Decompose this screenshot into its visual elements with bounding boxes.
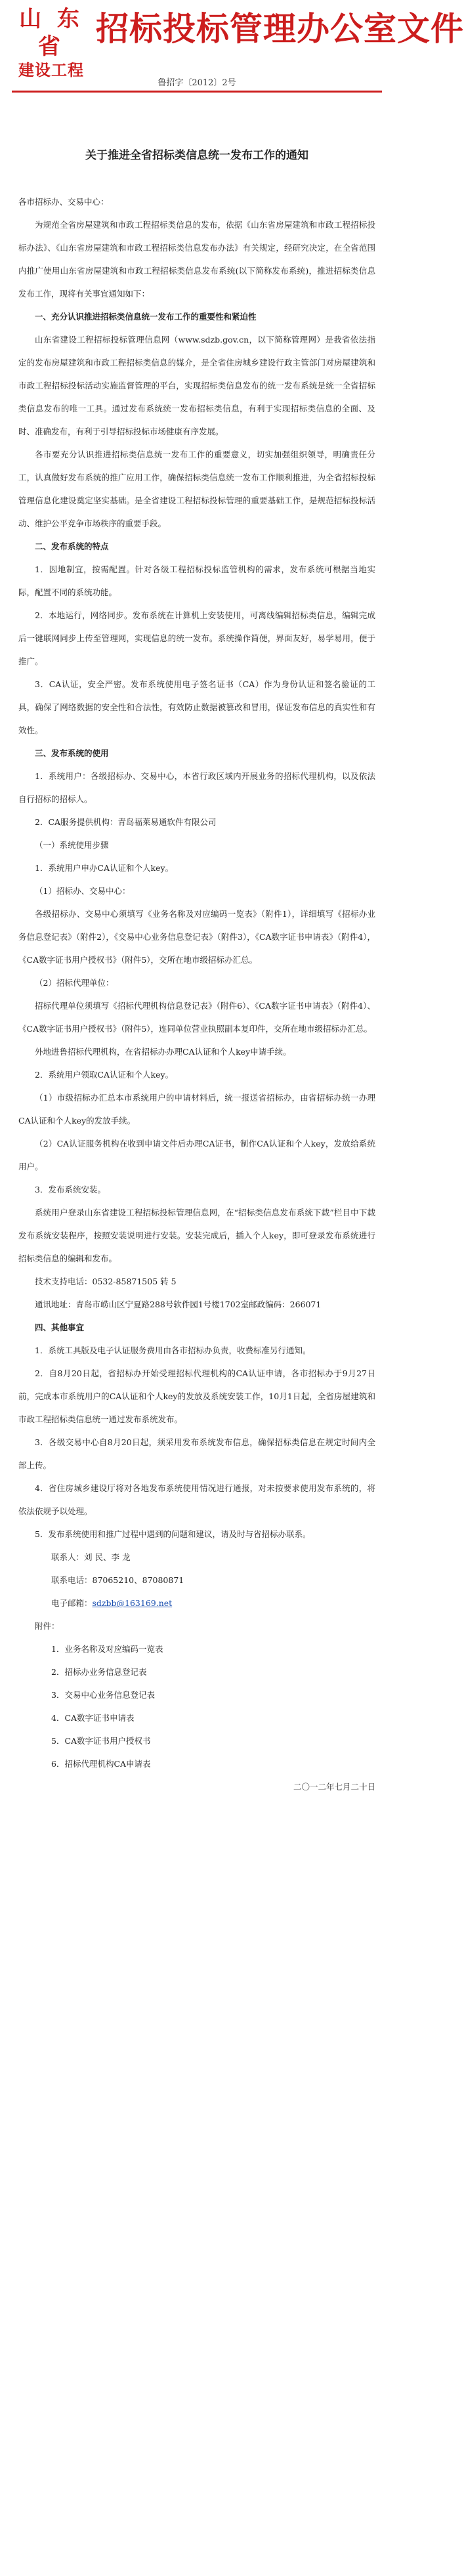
intro-paragraph: 为规范全省房屋建筑和市政工程招标类信息的发布，依据《山东省房屋建筑和市政工程招标投标办法》、《山东省房屋建筑和市政工程招标类信息发布办法》有关规定，经研究决定，在全省范围内推广使用山东省房屋建筑和市政工程招标类信息发布系统(以下简称发布系统)，推进招标类信息发布工作，现将有关事宜通知如下：	[18, 220, 375, 299]
paragraph: 系统用户登录山东省建设工程招标投标管理信息网，在“招标类信息发布系统下载”栏目中下载发布系统安装程序，按照安装说明进行安装。安装完成后，插入个人key，即可登录发布系统进行招标类信息的编辑和发布。	[18, 1208, 375, 1263]
document-number: 鲁招字〔2012〕2号	[158, 78, 236, 88]
attachment-item: 6．招标代理机构CA申请表	[51, 1759, 151, 1769]
issue-date: 二〇一二年七月二十日	[293, 1782, 375, 1792]
paragraph: （1）市级招标办汇总本市系统用户的申请材料后，统一报送省招标办，由省招标办统一办理CA认证和个人key的发放手续。	[18, 1093, 375, 1126]
paragraph: 4．省住房城乡建设厅将对各地发布系统使用情况进行通报，对未按要求使用发布系统的，将依法依规予以处理。	[18, 1483, 375, 1516]
attachment-item: 1．业务名称及对应编码一览表	[51, 1644, 163, 1654]
red-divider	[12, 91, 382, 93]
paragraph: 5．发布系统使用和推广过程中遇到的问题和建议，请及时与省招标办联系。	[35, 1529, 311, 1539]
section-heading: 四、其他事宜	[35, 1322, 85, 1332]
contact-email-line	[18, 1592, 375, 1615]
attachments-label: 附件：	[35, 1621, 60, 1631]
contact-phone: 联系电话：87065210、87080871	[51, 1575, 184, 1585]
section-heading: 一、充分认识推进招标类信息统一发布工作的重要性和紧迫性	[35, 312, 257, 322]
paragraph: 2．CA服务提供机构：青岛福莱易通软件有限公司	[35, 817, 217, 827]
attachment-item: 2．招标办业务信息登记表	[51, 1667, 147, 1677]
paragraph: 2．本地运行，网络同步。发布系统在计算机上安装使用，可离线编辑招标类信息，编辑完成后一键联网同步上传至管理网，实现信息的统一发布。系统操作简便，界面友好，易学易用，便于推广。	[18, 610, 375, 666]
email-label: 电子邮箱：	[51, 1598, 93, 1608]
paragraph: 1．系统工具版及电子认证服务费用由各市招标办负责，收费标准另行通知。	[35, 1345, 311, 1355]
paragraph: 各市要充分认识推进招标类信息统一发布工作的重要意义，切实加强组织领导，明确责任分工，认真做好发布系统的推广应用工作，确保招标类信息统一发布工作顺利推进，为全省招标投标管理信息化建设奠定坚实基础。是全省建设工程招标投标管理的重要基础工作，是规范招标投标活动、维护公平竞争市场秩序的重要手段。	[18, 450, 375, 528]
attachment-item: 4．CA数字证书申请表	[51, 1713, 135, 1723]
attachment-item: 3．交易中心业务信息登记表	[51, 1690, 155, 1700]
section-heading: 三、发布系统的使用	[35, 748, 109, 758]
contact-people: 联系人：刘 民、李 龙	[51, 1552, 131, 1562]
notice-title: 关于推进全省招标类信息统一发布工作的通知	[85, 149, 308, 162]
paragraph: 3．各级交易中心自8月20日起，须采用发布系统发布信息，确保招标类信息在规定时间内全部上传。	[18, 1437, 375, 1470]
paragraph: （2）CA认证服务机构在收到申请文件后办理CA证书，制作CA认证和个人key，发放给系统用户。	[18, 1139, 375, 1172]
paragraph: 外地进鲁招标代理机构，在省招标办办理CA认证和个人key申请手续。	[35, 1047, 291, 1057]
section-heading: 二、发布系统的特点	[35, 541, 109, 551]
org-line2: 建设工程	[18, 60, 84, 79]
salutation: 各市招标办、交易中心：	[18, 197, 109, 207]
paragraph: 1．系统用户申办CA认证和个人key。	[35, 863, 174, 873]
paragraph: 2．自8月20日起，省招标办开始受理招标代理机构的CA认证申请，各市招标办于9月27日前，完成本市系统用户的CA认证和个人key的发放及系统安装工作，10月1日起，全省房屋建筑和市政工程招标类信息统一通过发布系统发布。	[18, 1368, 375, 1424]
paragraph: 1．因地制宜，按需配置。针对各级工程招标投标监管机构的需求，发布系统可根据当地实际，配置不同的系统功能。	[18, 564, 375, 597]
paragraph: 3．发布系统安装。	[35, 1185, 106, 1194]
paragraph: 技术支持电话：0532-85871505 转 5	[35, 1277, 177, 1286]
attachment-item: 5．CA数字证书用户授权书	[51, 1736, 151, 1746]
document-type-title: 招标投标管理办公室文件	[96, 9, 464, 48]
email-link[interactable]: sdzbb@163169.net	[92, 1598, 173, 1608]
paragraph: （1）招标办、交易中心：	[35, 886, 131, 896]
paragraph: 各级招标办、交易中心须填写《业务名称及对应编码一览表》（附件1），详细填写《招标办业务信息登记表》（附件2），《交易中心业务信息登记表》（附件3），《CA数字证书申请表》（附件4），《CA数字证书用户授权书》（附件5），交所在地市级招标办汇总。	[18, 909, 375, 965]
letterhead	[12, 5, 464, 79]
document-body	[18, 190, 375, 1798]
subheading: （一）系统使用步骤	[35, 840, 109, 850]
paragraph: 3．CA认证，安全严密。发布系统使用电子签名证书（CA）作为身份认证和签名验证的工具，确保了网络数据的安全性和合法性，有效防止数据被篡改和冒用，保证发布信息的真实性和有效性。	[18, 679, 375, 735]
org-name	[12, 5, 91, 80]
paragraph: 招标代理单位须填写《招标代理机构信息登记表》（附件6）、《CA数字证书申请表》（附件4）、《CA数字证书用户授权书》（附件5），连同单位营业执照副本复印件，交所在地市级招标办汇总。	[18, 1001, 375, 1034]
paragraph: 通讯地址：青岛市崂山区宁夏路288号软件园1号楼1702室邮政编码：266071	[35, 1299, 322, 1309]
paragraph: 1．系统用户：各级招标办、交易中心，本省行政区域内开展业务的招标代理机构，以及依法自行招标的招标人。	[18, 771, 375, 804]
org-line1: 山 东 省	[19, 6, 83, 60]
paragraph: 2．系统用户领取CA认证和个人key。	[35, 1070, 174, 1080]
paragraph: 山东省建设工程招标投标管理信息网（www.sdzb.gov.cn，以下简称管理网）是我省依法指定的发布房屋建筑和市政工程招标类信息的媒介，是全省住房城乡建设行政主管部门对房屋建筑和市政工程招标投标活动实施监督管理的平台，实现招标类信息发布的统一发布系统是统一全省招标类信息发布的唯一工具。通过发布系统统一发布招标类信息，有利于实现招标类信息的全面、及时、准确发布，有利于引导招标投标市场健康有序发展。	[18, 335, 375, 436]
paragraph: （2）招标代理单位：	[35, 978, 114, 988]
